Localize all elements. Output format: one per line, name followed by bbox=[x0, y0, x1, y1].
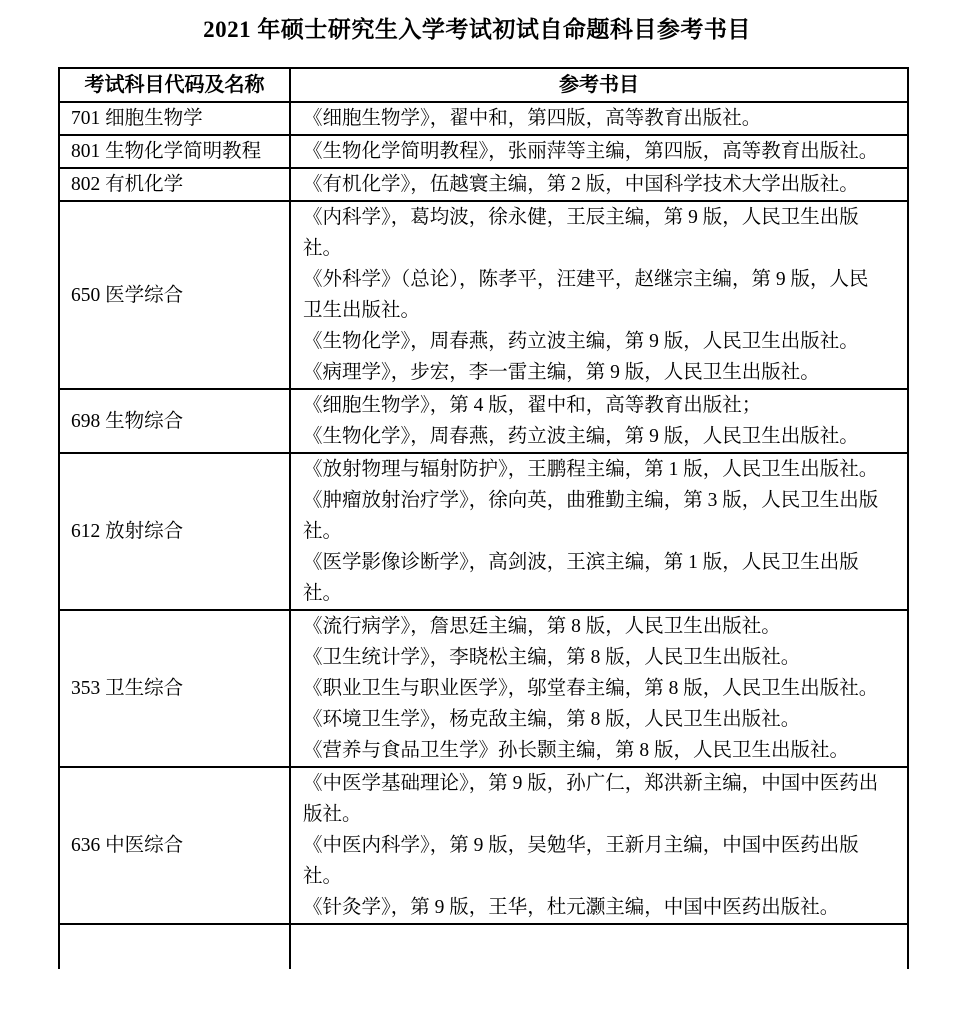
table-row bbox=[59, 102, 908, 135]
subject-cell: 801 生物化学简明教程 bbox=[59, 135, 290, 168]
book-entry: 《肿瘤放射治疗学》，徐向英，曲雅勤主编，第 3 版，人民卫生出版社。 bbox=[303, 490, 879, 542]
header-subject-column: 考试科目代码及名称 bbox=[59, 68, 290, 102]
header-row bbox=[59, 68, 908, 102]
book-entry: 《中医内科学》，第 9 版，吴勉华，王新月主编，中国中医药出版社。 bbox=[303, 835, 859, 887]
book-entry: 《卫生统计学》，李晓松主编，第 8 版，人民卫生出版社。 bbox=[303, 647, 801, 668]
book-entry: 《细胞生物学》，翟中和，第四版，高等教育出版社。 bbox=[303, 108, 762, 129]
books-cell bbox=[290, 168, 908, 201]
books-cell bbox=[290, 924, 908, 969]
book-entry: 《病理学》，步宏，李一雷主编，第 9 版，人民卫生出版社。 bbox=[303, 362, 820, 383]
books-cell bbox=[290, 767, 908, 924]
subject-cell: 612 放射综合 bbox=[59, 453, 290, 610]
header-books-column: 参考书目 bbox=[290, 68, 908, 102]
table-row bbox=[59, 135, 908, 168]
book-entry: 《流行病学》，詹思廷主编，第 8 版，人民卫生出版社。 bbox=[303, 616, 781, 637]
table-row bbox=[59, 389, 908, 453]
subject-cell: 650 医学综合 bbox=[59, 201, 290, 389]
book-entry: 《生物化学》，周春燕，药立波主编，第 9 版，人民卫生出版社。 bbox=[303, 426, 859, 447]
table-row bbox=[59, 168, 908, 201]
books-cell bbox=[290, 453, 908, 610]
book-entry: 《细胞生物学》，第 4 版，翟中和，高等教育出版社； bbox=[303, 395, 762, 416]
table-row bbox=[59, 767, 908, 924]
subject-cell: 636 中医综合 bbox=[59, 767, 290, 924]
books-cell bbox=[290, 102, 908, 135]
reference-books-table bbox=[58, 67, 909, 969]
book-entry: 《生物化学》，周春燕，药立波主编，第 9 版，人民卫生出版社。 bbox=[303, 331, 859, 352]
subject-cell: 353 卫生综合 bbox=[59, 610, 290, 767]
books-cell bbox=[290, 135, 908, 168]
book-entry: 《外科学》（总论），陈孝平，汪建平，赵继宗主编，第 9 版，人民卫生出版社。 bbox=[303, 269, 869, 321]
book-entry: 《职业卫生与职业医学》，邬堂春主编，第 8 版，人民卫生出版社。 bbox=[303, 678, 879, 699]
subject-cell: 802 有机化学 bbox=[59, 168, 290, 201]
book-entry: 《中医学基础理论》，第 9 版，孙广仁，郑洪新主编，中国中医药出版社。 bbox=[303, 773, 879, 825]
book-entry: 《医学影像诊断学》，高剑波，王滨主编，第 1 版，人民卫生出版社。 bbox=[303, 552, 859, 604]
subject-cell: 698 生物综合 bbox=[59, 389, 290, 453]
book-entry: 《环境卫生学》，杨克敌主编，第 8 版，人民卫生出版社。 bbox=[303, 709, 801, 730]
subject-cell: 701 细胞生物学 bbox=[59, 102, 290, 135]
books-cell bbox=[290, 389, 908, 453]
table-row bbox=[59, 201, 908, 389]
book-entry: 《针灸学》，第 9 版，王华，杜元灏主编，中国中医药出版社。 bbox=[303, 897, 840, 918]
book-entry: 《营养与食品卫生学》孙长颢主编，第 8 版，人民卫生出版社。 bbox=[303, 740, 850, 761]
book-entry: 《内科学》，葛均波，徐永健，王辰主编，第 9 版，人民卫生出版社。 bbox=[303, 207, 859, 259]
book-entry: 《放射物理与辐射防护》，王鹏程主编，第 1 版，人民卫生出版社。 bbox=[303, 459, 879, 480]
book-entry: 《有机化学》，伍越寰主编，第 2 版，中国科学技术大学出版社。 bbox=[303, 174, 859, 195]
page-title: 2021 年硕士研究生入学考试初试自命题科目参考书目 bbox=[203, 17, 751, 42]
book-entry: 《生物化学简明教程》，张丽萍等主编，第四版，高等教育出版社。 bbox=[303, 141, 879, 162]
table-row-cutoff bbox=[59, 924, 908, 969]
books-cell bbox=[290, 610, 908, 767]
books-cell bbox=[290, 201, 908, 389]
table-row bbox=[59, 453, 908, 610]
table-row bbox=[59, 610, 908, 767]
subject-cell bbox=[59, 924, 290, 969]
